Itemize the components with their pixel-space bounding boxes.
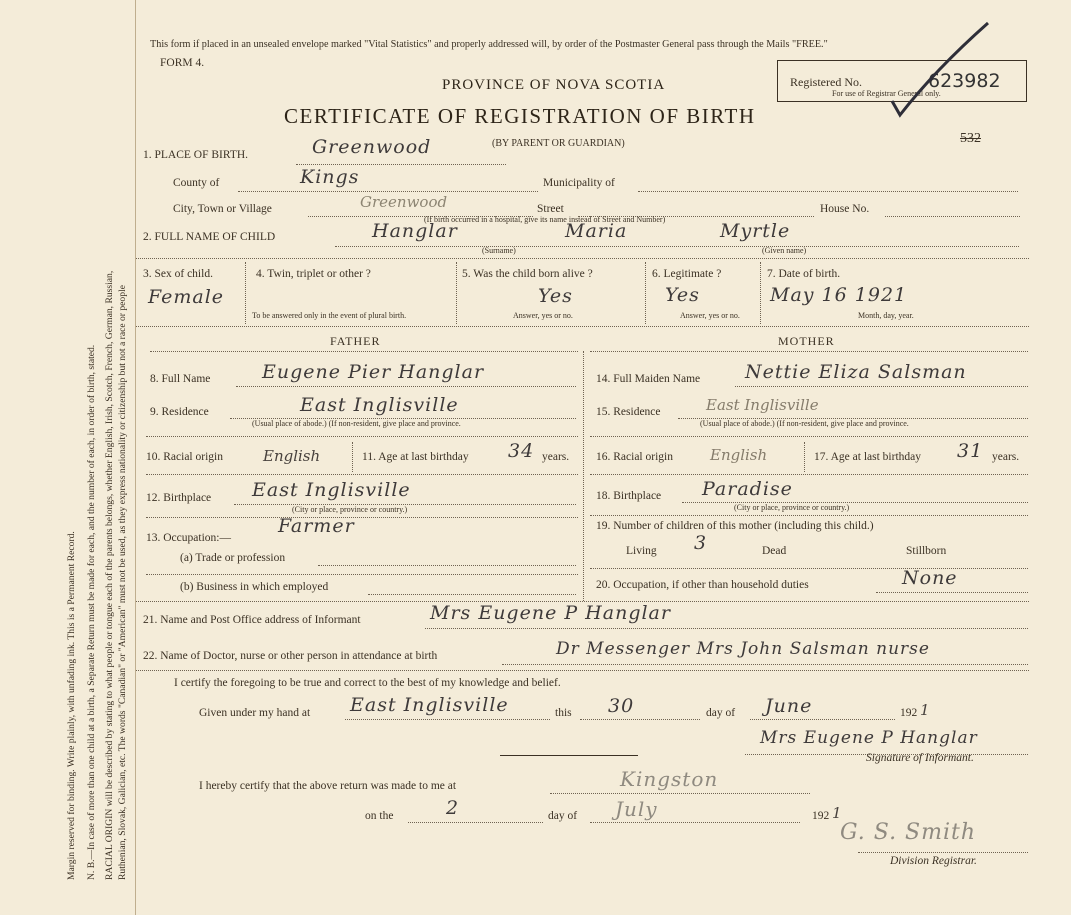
born-alive-value: Yes (538, 285, 573, 307)
business-label: (b) Business in which employed (180, 581, 329, 593)
sex-value: Female (148, 286, 225, 308)
informant-label: 21. Name and Post Office address of Informant (143, 614, 361, 626)
father-residence-note: (Usual place of abode.) (If non-resident, give place and province. (252, 419, 461, 428)
child-surname: Hanglar (372, 220, 458, 242)
street-label: Street (537, 203, 564, 215)
mail-notice: This form if placed in an unsealed envelope marked "Vital Statistics" and properly addressed will, by order of the Postmaster General pass through the Mails "FREE." (150, 39, 828, 50)
registered-number: 623982 (928, 70, 1001, 92)
father-birthplace-label: 12. Birthplace (146, 492, 212, 504)
doctor-label: 22. Name of Doctor, nurse or other person in attendance at birth (143, 650, 438, 662)
father-name-value: Eugene Pier Hanglar (262, 361, 485, 383)
signature-informant-label: Signature of Informant. (866, 752, 974, 764)
certify-statement: I certify the foregoing to be true and correct to the best of my knowledge and belief. (174, 677, 561, 689)
mother-racial-label: 16. Racial origin (596, 451, 673, 463)
margin-line-4: Ruthenian, Slovak, Galician, etc. The words "Canadian" or "American" must not be used, as they express nationality or citizenship but not a race or people (117, 285, 128, 880)
doctor-value: Dr Messenger Mrs John Salsman nurse (556, 639, 930, 659)
mother-header: MOTHER (778, 334, 835, 348)
given-at-value: East Inglisville (350, 694, 509, 716)
registrar-signature: G. S. Smith (840, 820, 977, 845)
county-label: County of (173, 177, 220, 189)
hospital-note: (If birth occurred in a hospital, give its name instead of Street and Number) (424, 215, 666, 224)
father-residence-value: East Inglisville (300, 394, 459, 416)
registered-label: Registered No. (790, 75, 862, 89)
made-year-prefix: 192 (812, 810, 830, 822)
given-year-prefix: 192 (900, 707, 918, 719)
margin-line-3: RACIAL ORIGIN will be described by stating to what people or tongue each of the parents belongs, whether English, Irish, Scotch, French, German, Russian, (104, 270, 115, 880)
given-year-digit: 1 (920, 701, 930, 719)
county-value: Kings (300, 166, 360, 188)
made-at-value: Kingston (620, 767, 719, 791)
mother-occupation-label: 20. Occupation, if other than household duties (596, 579, 809, 591)
father-racial-value: English (263, 447, 321, 465)
father-occupation-value: Farmer (278, 515, 355, 537)
place-of-birth-value: Greenwood (312, 136, 432, 158)
hereby-certify-label: I hereby certify that the above return was made to me at (199, 780, 457, 792)
dob-note: Month, day, year. (858, 311, 914, 320)
margin-line-2: N. B.—In case of more than one child at a birth, a Separate Return must be made for each, and the number of each, in order of birth, stated. (86, 344, 97, 880)
born-alive-note: Answer, yes or no. (513, 311, 573, 320)
father-years: years. (542, 451, 570, 463)
sex-label: 3. Sex of child. (143, 268, 213, 280)
mother-birthplace-value: Paradise (702, 478, 793, 500)
mother-age-label: 17. Age at last birthday (814, 451, 921, 463)
registered-note: For use of Registrar General only. (832, 89, 941, 98)
child-given-name-2: Myrtle (720, 220, 791, 242)
living-value: 3 (694, 532, 708, 554)
municipality-label: Municipality of (543, 177, 615, 189)
children-label: 19. Number of children of this mother (including this child.) (596, 520, 874, 532)
mother-birthplace-label: 18. Birthplace (596, 490, 662, 502)
father-age-value: 34 (508, 440, 535, 462)
mother-years: years. (992, 451, 1020, 463)
on-the-label: on the (365, 810, 394, 822)
given-name-note: (Given name) (762, 246, 807, 255)
made-day-value: 2 (446, 797, 460, 819)
city-label: City, Town or Village (173, 203, 272, 215)
province-title: PROVINCE OF NOVA SCOTIA (442, 77, 666, 93)
made-month-value: July (615, 797, 658, 821)
mother-residence-note: (Usual place of abode.) (If non-resident, give place and province. (700, 419, 909, 428)
father-occupation-label: 13. Occupation:— (146, 532, 231, 544)
mother-occupation-value: None (902, 567, 958, 589)
father-racial-label: 10. Racial origin (146, 451, 223, 463)
certificate-subtitle: (BY PARENT OR GUARDIAN) (492, 138, 625, 149)
twin-label: 4. Twin, triplet or other ? (256, 268, 371, 280)
father-birthplace-note: (City or place, province or country.) (292, 505, 408, 514)
house-label: House No. (820, 203, 870, 215)
binding-margin (0, 0, 136, 915)
registrar-check-mark (880, 15, 1000, 135)
mother-racial-value: English (710, 446, 768, 464)
informant-value: Mrs Eugene P Hanglar (430, 602, 671, 624)
given-under-label: Given under my hand at (199, 707, 311, 719)
place-of-birth-label: 1. PLACE OF BIRTH. (143, 149, 249, 161)
father-age-label: 11. Age at last birthday (362, 451, 469, 463)
twin-note: To be answered only in the event of plural birth. (252, 311, 407, 320)
informant-signature: Mrs Eugene P Hanglar (760, 728, 978, 748)
this-label: this (555, 707, 572, 719)
day-of-label-2: day of (548, 810, 578, 822)
form-number: FORM 4. (160, 57, 205, 69)
dob-value: May 16 1921 (770, 284, 908, 306)
surname-note: (Surname) (482, 246, 516, 255)
division-registrar-label: Division Registrar. (890, 855, 977, 867)
father-residence-label: 9. Residence (150, 406, 209, 418)
father-name-label: 8. Full Name (150, 373, 211, 385)
city-value: Greenwood (360, 193, 448, 211)
made-year-digit: 1 (832, 804, 842, 822)
dead-label: Dead (762, 545, 787, 557)
struck-number: 532 (960, 131, 981, 146)
mother-age-value: 31 (957, 440, 984, 462)
legitimate-label: 6. Legitimate ? (652, 268, 722, 280)
full-name-label: 2. FULL NAME OF CHILD (143, 231, 276, 243)
born-alive-label: 5. Was the child born alive ? (462, 268, 593, 280)
given-month-value: June (765, 695, 813, 717)
margin-line-1: Margin reserved for binding. Write plainly, with unfading ink. This is a Permanent Record. (66, 531, 77, 880)
mother-name-label: 14. Full Maiden Name (596, 373, 701, 385)
legitimate-note: Answer, yes or no. (680, 311, 740, 320)
child-given-name-1: Maria (565, 220, 628, 242)
stillborn-label: Stillborn (906, 545, 947, 557)
mother-name-value: Nettie Eliza Salsman (745, 361, 967, 383)
mother-residence-value: East Inglisville (706, 396, 819, 414)
dob-label: 7. Date of birth. (767, 268, 841, 280)
living-label: Living (626, 545, 657, 557)
legitimate-value: Yes (665, 284, 700, 306)
trade-label: (a) Trade or profession (180, 552, 286, 564)
father-header: FATHER (330, 334, 381, 348)
mother-birthplace-note: (City or place, province or country.) (734, 503, 850, 512)
certificate-title: CERTIFICATE OF REGISTRATION OF BIRTH (284, 104, 756, 128)
father-birthplace-value: East Inglisville (252, 479, 411, 501)
day-of-label: day of (706, 707, 736, 719)
mother-residence-label: 15. Residence (596, 406, 661, 418)
given-day-value: 30 (608, 695, 635, 717)
